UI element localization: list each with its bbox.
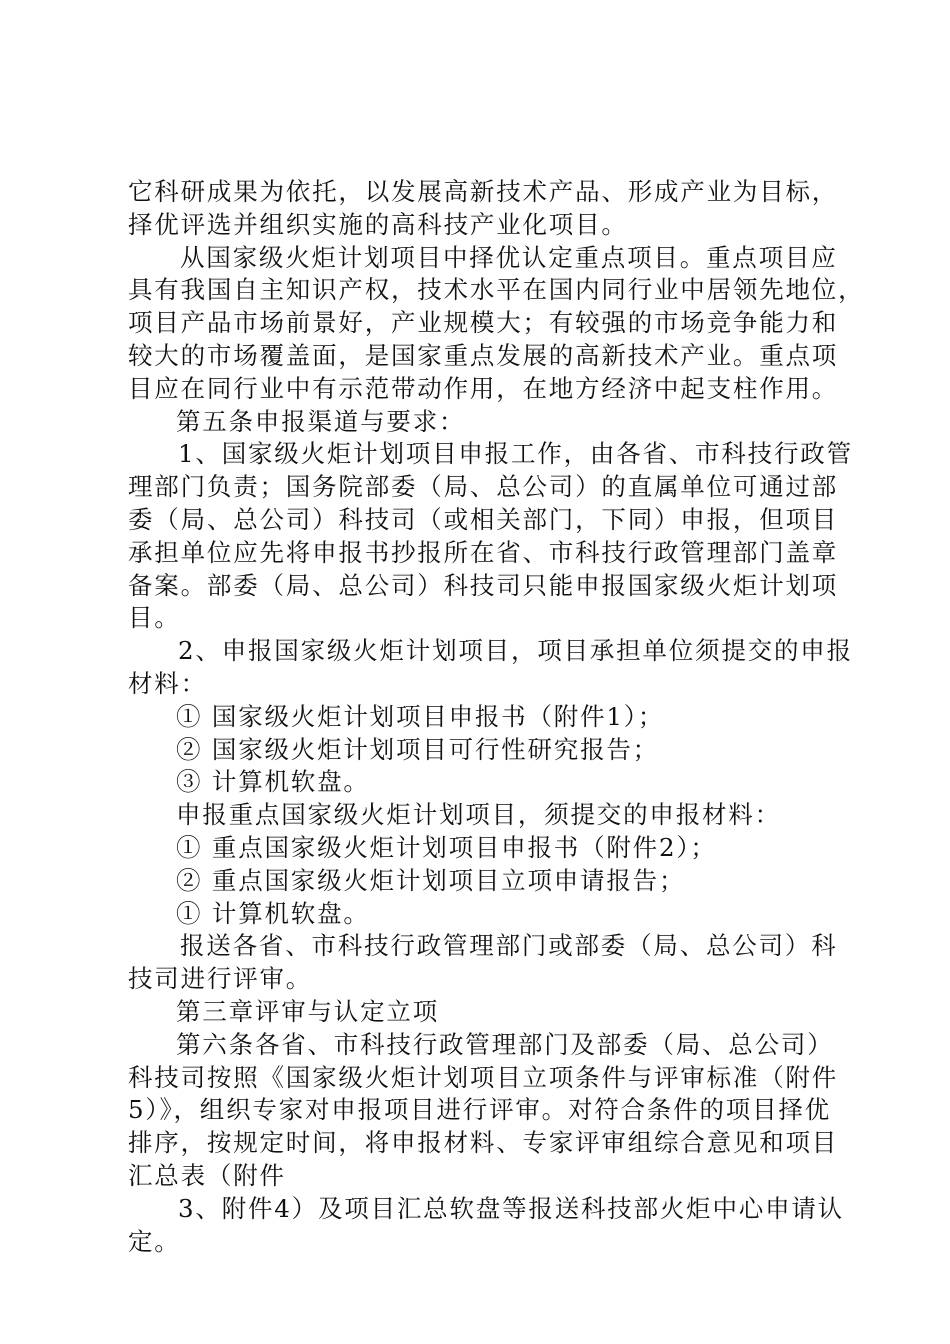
text-line: 项目产品市场前景好，产业规模大；有较强的市场竞争能力和: [128, 308, 839, 338]
paragraph-start: 2、申报国家级火炬计划项目，项目承担单位须提交的申报: [178, 636, 853, 666]
list-item: ② 国家级火炬计划项目可行性研究报告；: [176, 734, 659, 764]
list-item: ① 国家级火炬计划项目申报书（附件1）；: [176, 701, 665, 731]
list-item: ② 重点国家级火炬计划项目立项申请报告；: [176, 865, 686, 895]
list-item: ③ 计算机软盘。: [176, 767, 370, 797]
list-item: ① 重点国家级火炬计划项目申报书（附件2）；: [176, 832, 717, 862]
text-line: 材料：: [128, 668, 207, 698]
article-heading: 第六条各省、市科技行政管理部门及部委（局、总公司）: [176, 1029, 834, 1059]
chapter-heading: 第三章评审与认定立项: [176, 996, 439, 1026]
list-item: ① 计算机软盘。: [176, 898, 370, 928]
paragraph-start: 1、国家级火炬计划项目申报工作，由各省、市科技行政管: [178, 439, 853, 469]
text-line: 5）》，组织专家对申报项目进行评审。对符合条件的项目择优: [128, 1095, 831, 1125]
paragraph-start: 3、附件4）及项目汇总软盘等报送科技部火炬中心申请认: [178, 1193, 844, 1223]
text-line: 定。: [128, 1226, 181, 1256]
text-line: 汇总表（附件: [128, 1160, 286, 1190]
paragraph-start: 申报重点国家级火炬计划项目，须提交的申报材料：: [176, 800, 781, 830]
text-line: 科技司按照《国家级火炬计划项目立项条件与评审标准（附件: [128, 1062, 839, 1092]
paragraph-start: 从国家级火炬计划项目中择优认定重点项目。重点项目应: [180, 242, 838, 272]
text-line: 排序，按规定时间，将申报材料、专家评审组综合意见和项目: [128, 1128, 839, 1158]
text-line: 择优评选并组织实施的高科技产业化项目。: [128, 209, 628, 239]
text-line: 较大的市场覆盖面，是国家重点发展的高新技术产业。重点项: [128, 340, 839, 370]
text-line: 目。: [128, 603, 181, 633]
document-body: [128, 176, 865, 1258]
text-line: 它科研成果为依托，以发展高新技术产品、形成产业为目标，: [128, 177, 839, 206]
text-line: 技司进行评审。: [128, 964, 313, 994]
text-line: 理部门负责；国务院部委（局、总公司）的直属单位可通过部: [128, 472, 839, 502]
paragraph-start: 报送各省、市科技行政管理部门或部委（局、总公司）科: [180, 931, 838, 961]
text-line: 备案。部委（局、总公司）科技司只能申报国家级火炬计划项: [128, 570, 839, 600]
text-line: 承担单位应先将申报书抄报所在省、市科技行政管理部门盖章: [128, 537, 839, 567]
text-line: 委（局、总公司）科技司（或相关部门，下同）申报，但项目: [128, 504, 839, 534]
text-line: 目应在同行业中有示范带动作用，在地方经济中起支柱作用。: [128, 373, 839, 403]
article-heading: 第五条申报渠道与要求：: [176, 406, 466, 436]
text-line: 具有我国自主知识产权，技术水平在国内同行业中居领先地位，: [128, 275, 865, 305]
